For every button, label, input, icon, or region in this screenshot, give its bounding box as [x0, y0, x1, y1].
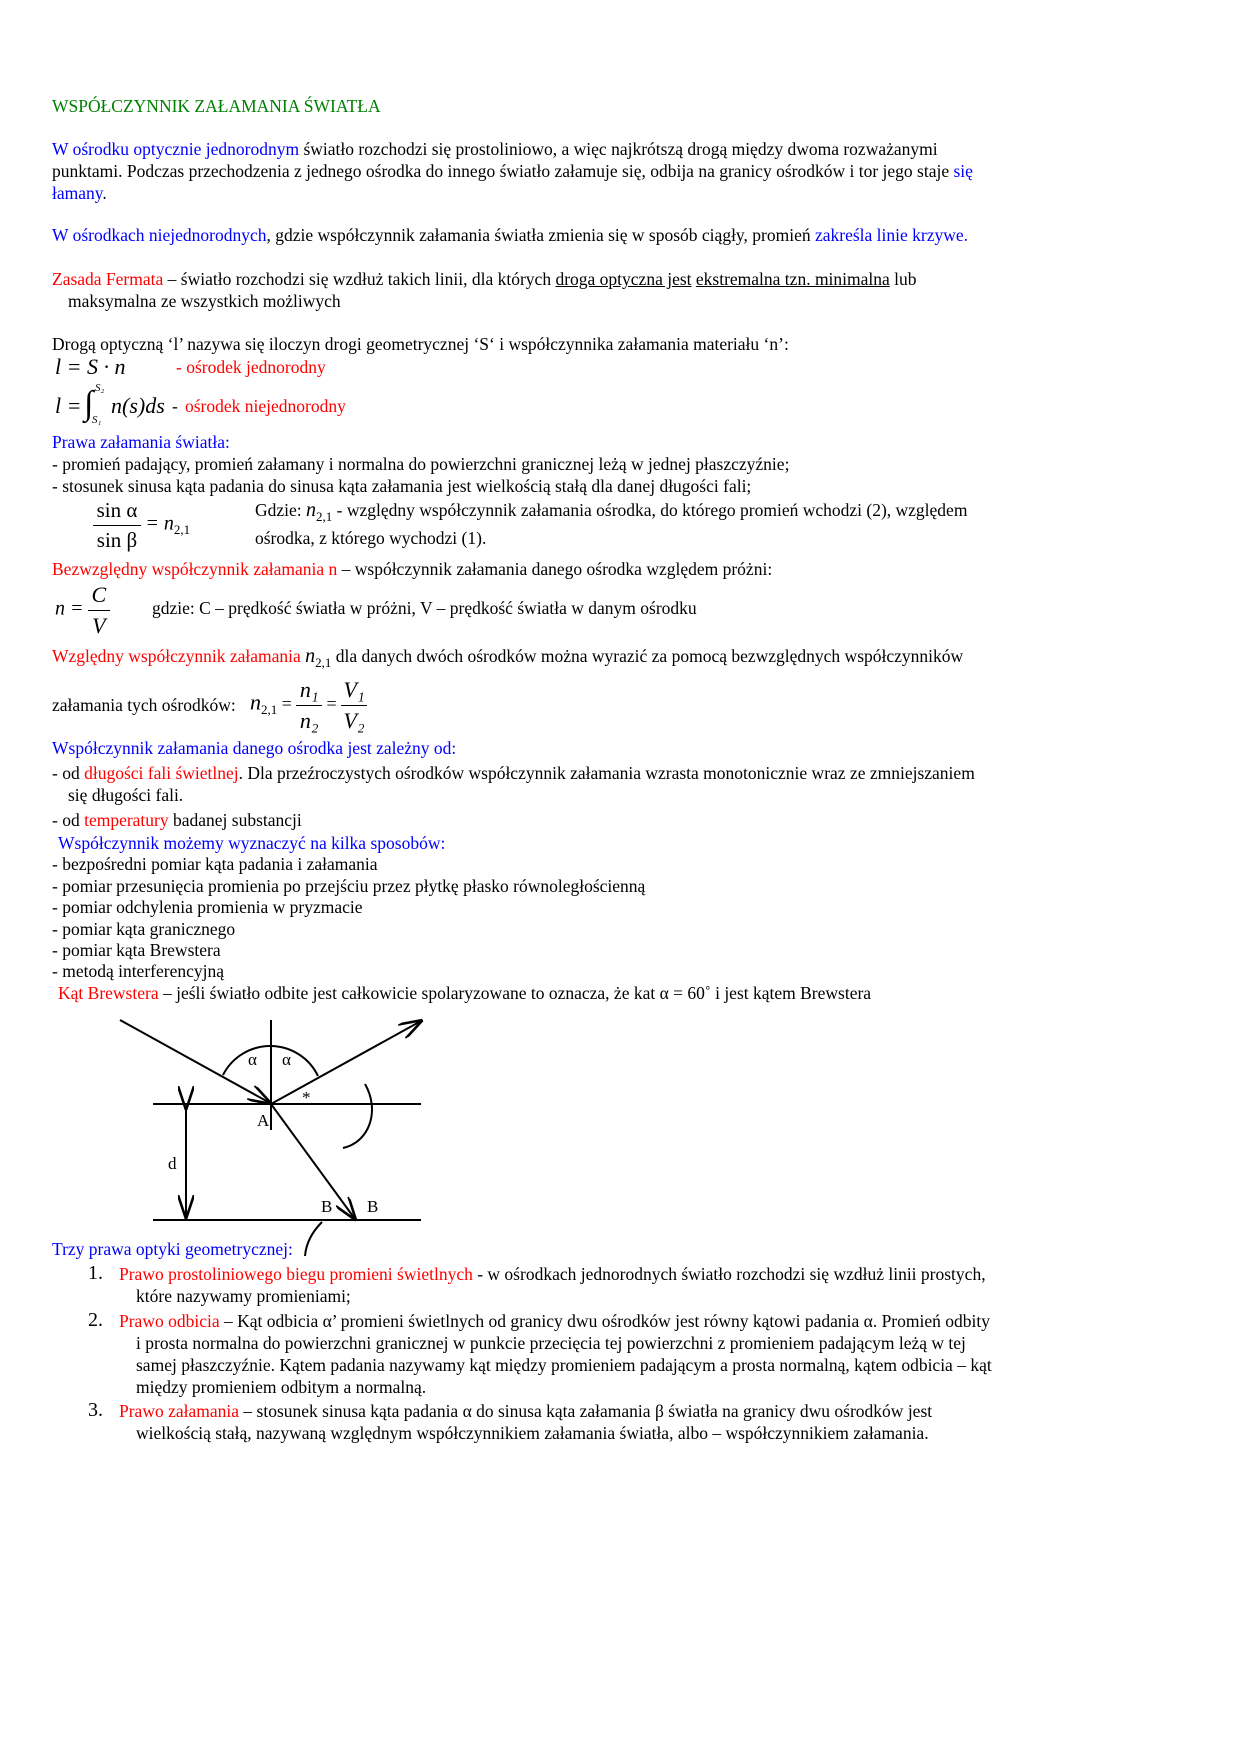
formula-expression: l = S · n	[55, 354, 126, 379]
highlighted-term: zakreśla linie krzywe.	[814, 225, 969, 245]
text-segment: – współczynnik załamania danego ośrodka względem próżni:	[337, 559, 773, 579]
reflected-ray	[271, 1021, 421, 1104]
text-segment: - stosunek sinusa kąta padania do sinusa kąta załamania jest wielkością stałą dla danej długości fali;	[52, 476, 752, 496]
text-segment: badanej substancji	[168, 810, 302, 830]
text-segment: między promieniem odbitym a normalną.	[136, 1377, 427, 1397]
numerator: n₁	[299, 677, 319, 702]
text-segment: punktami. Podczas przechodzenia z jednego ośrodka do innego światło załamuje się, odbija na granicy ośrodków i tor jego staje	[52, 161, 954, 181]
refracted-ray	[271, 1104, 355, 1219]
text-segment: światło rozchodzi się prostoliniowo, a więc najkrótszą drogą między dwoma rozważanymi	[299, 139, 938, 159]
page-title: WSPÓŁCZYNNIK ZAŁAMANIA ŚWIATŁA	[52, 96, 381, 116]
math-subscript: 2,1	[315, 655, 332, 670]
text-segment: .	[102, 183, 107, 203]
highlighted-term: Prawa załamania światła:	[52, 432, 230, 452]
denominator: sin β	[96, 528, 138, 552]
highlighted-term: się	[953, 161, 973, 181]
underlined-text: droga optyczna jest	[555, 269, 692, 289]
highlighted-term: łamany	[52, 183, 103, 203]
highlighted-term: W ośrodkach niejednorodnych	[52, 225, 267, 245]
text-segment: - pomiar kąta granicznego	[52, 919, 236, 939]
point-b-label: B	[321, 1197, 333, 1216]
denominator: V	[92, 613, 106, 638]
text-segment: , gdzie współczynnik załamania światła zmienia się w sposób ciągły, promień	[266, 225, 815, 245]
text-segment: - pomiar odchylenia promienia w pryzmacie	[52, 897, 363, 917]
formula-subscript: 2,1	[261, 702, 278, 718]
highlighted-term: Prawo prostoliniowego biegu promieni świetlnych	[119, 1264, 473, 1284]
text-segment: – Kąt odbicia α’ promieni świetlnych od granicy dwu ośrodków jest równy kątowi padania α. Promień odbity	[219, 1311, 990, 1331]
text-segment: wielkością stałą, nazywaną względnym współczynnikiem załamania światła, albo – współczynnikiem załamania.	[136, 1423, 929, 1443]
list-number: 1.	[88, 1262, 103, 1284]
integrand: n(s)ds	[111, 393, 165, 418]
numerator: sin α	[96, 498, 138, 522]
highlighted-term: Bezwzględny współczynnik załamania n	[52, 559, 338, 579]
alpha-left-label: α	[248, 1050, 257, 1069]
text-segment: - pomiar kąta Brewstera	[52, 940, 221, 960]
highlighted-term: Prawo załamania	[119, 1401, 240, 1421]
rotation-arc	[343, 1084, 372, 1148]
text-segment: - w ośrodkach jednorodnych światło rozchodzi się wzdłuż linii prostych,	[472, 1264, 986, 1284]
formula-lhs: l =	[55, 393, 82, 418]
text-segment: - promień padający, promień załamany i normalna do powierzchni granicznej leżą w jednej płaszczyźnie;	[52, 454, 790, 474]
text-segment: – światło rozchodzi się wzdłuż takich linii, dla których	[163, 269, 556, 289]
highlighted-term: Prawo odbicia	[119, 1311, 220, 1331]
denominator: V₂	[343, 708, 365, 733]
list-number: 2.	[88, 1309, 103, 1331]
distance-label: d	[168, 1154, 177, 1173]
text-segment: lub	[889, 269, 917, 289]
formula-lhs: n =	[55, 597, 84, 620]
highlighted-term: Kąt Brewstera	[58, 983, 159, 1003]
numerator: V₁	[343, 677, 365, 702]
text-segment: - względny współczynnik załamania ośrodka, do którego promień wchodzi (2), względem	[332, 500, 968, 520]
text-segment: ośrodka, z którego wychodzi (1).	[255, 528, 487, 548]
text-segment: Gdzie:	[255, 500, 307, 520]
text-segment: maksymalna ze wszystkich możliwych	[68, 291, 341, 311]
text-segment: - pomiar przesunięcia promienia po przejściu przez płytkę płasko równoległościenną	[52, 876, 646, 896]
text-segment: – stosunek sinusa kąta padania α do sinusa kąta załamania β światła na granicy dwu ośrodków jest	[239, 1401, 933, 1421]
text-segment: - bezpośredni pomiar kąta padania i załamania	[52, 854, 378, 874]
equals: =	[326, 693, 337, 714]
text-segment: - metodą interferencyjną	[52, 961, 224, 981]
text-segment: - od	[52, 810, 85, 830]
star-label: *	[302, 1088, 311, 1107]
point-a-label: A	[257, 1111, 270, 1130]
text-segment: załamania tych ośrodków:	[52, 695, 236, 715]
formula-dash: -	[172, 396, 178, 416]
highlighted-term: Względny współczynnik załamania	[52, 646, 301, 666]
alpha-right-label: α	[282, 1050, 291, 1069]
highlighted-term: Współczynnik załamania danego ośrodka jest zależny od:	[52, 738, 457, 758]
numerator: C	[91, 582, 107, 607]
equals: =	[281, 693, 292, 714]
highlighted-term: długości fali świetlnej	[84, 763, 239, 783]
list-number: 3.	[88, 1399, 103, 1421]
point-b-label: B	[367, 1197, 379, 1216]
pointer-curve	[305, 1222, 322, 1256]
formula-subscript: 2,1	[173, 522, 191, 538]
text-segment: samej płaszczyźnie. Kątem padania nazywamy kąt między promieniem padającym a prosta normalną, kątem odbicia – kąt	[136, 1355, 992, 1375]
highlighted-term: Współczynnik możemy wyznaczyć na kilka sposobów:	[58, 833, 446, 853]
formula-label: ośrodek niejednorodny	[185, 396, 346, 416]
formula-lhs: n	[250, 689, 261, 715]
text-segment: - od	[52, 763, 85, 783]
text-segment: Drogą optyczną ‘l’ nazywa się iloczyn drogi geometrycznej ‘S‘ i współczynnika załamania materiału ‘n’:	[52, 334, 789, 354]
text-segment: które nazywamy promieniami;	[136, 1286, 351, 1306]
underlined-text: ekstremalna tzn. minimalna	[695, 269, 890, 289]
text-segment: się długości fali.	[68, 785, 184, 805]
highlighted-term: W ośrodku optycznie jednorodnym	[52, 139, 300, 159]
math-base: n	[306, 499, 317, 521]
math-subscript: 2,1	[316, 509, 333, 524]
integral-lower: S₁	[92, 414, 102, 426]
text-segment: – jeśli światło odbite jest całkowicie spolaryzowane to oznacza, że kat α = 60˚ i jest kątem Brewstera	[158, 983, 872, 1003]
denominator: n₂	[299, 708, 319, 733]
text-segment: . Dla przeźroczystych ośrodków współczynnik załamania wzrasta monotonicznie wraz ze zmniejszaniem	[238, 763, 975, 783]
formula-label: - ośrodek jednorodny	[176, 357, 326, 377]
formula-rhs: = n	[145, 512, 174, 535]
math-base: n	[305, 645, 316, 667]
integral-upper: S₂	[95, 382, 105, 394]
highlighted-term: temperatury	[84, 810, 169, 830]
integral-sign: ∫	[84, 385, 94, 422]
text-segment: i prosta normalna do powierzchni granicznej w punkcie przecięcia tej powierzchni z promieniem padającym leżą w tej	[136, 1333, 966, 1353]
text-segment: dla danych dwóch ośrodków można wyrazić za pomocą bezwzględnych współczynników	[331, 646, 964, 666]
highlighted-term: Zasada Fermata	[52, 269, 164, 289]
text-segment: gdzie: C – prędkość światła w próżni, V – prędkość światła w danym ośrodku	[152, 598, 697, 618]
highlighted-term: Trzy prawa optyki geometrycznej:	[52, 1239, 293, 1259]
